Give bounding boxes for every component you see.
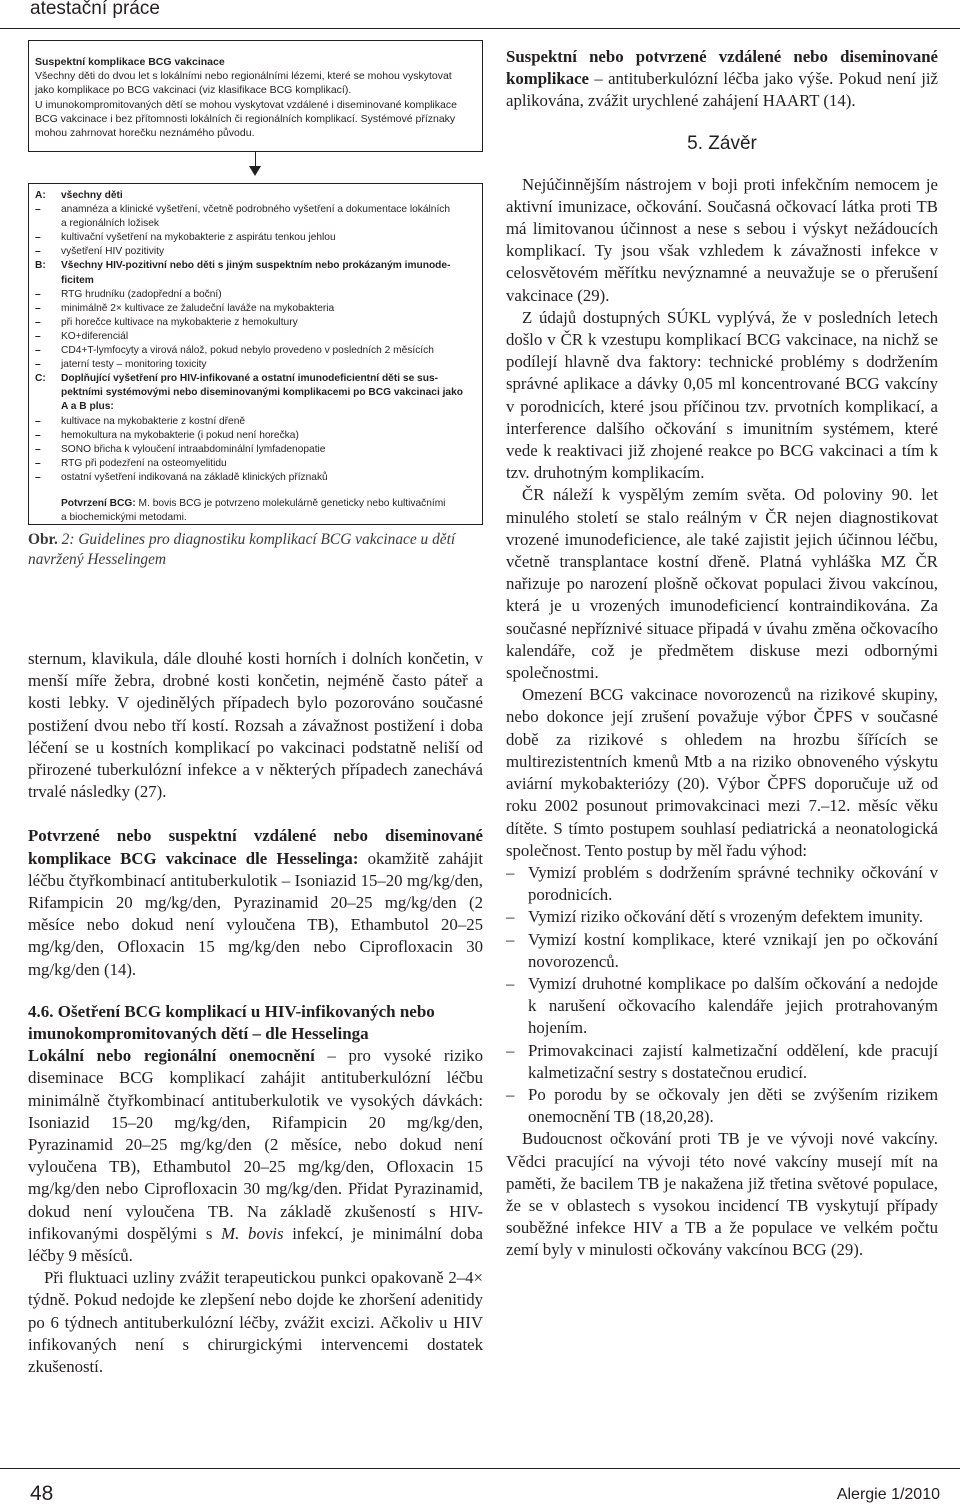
list-item: – SONO břicha k vyloučení intraabdominální lymfadenopatie [35, 443, 476, 457]
group-c-title: Doplňující vyšetření pro HIV-infikované a ostatní imunodeficientní děti se sus- [61, 373, 439, 385]
group-c-label: C: [35, 373, 46, 385]
box1-line: Všechny děti do dvou let s lokálními nebo regionálními lézemi, které se mohou vyskytovat [35, 70, 452, 83]
list-item: – Po porodu by se očkovaly jen děti se zvýšením rizikem onemocnění TB (18,20,28). [506, 1084, 938, 1128]
list-item: – KO+diferenciál [35, 330, 476, 344]
group-c-item: RTG při podezření na osteomyelitidu [61, 457, 227, 469]
left-p2-rest: okamžitě zahájit léčbu čtyřkombinací antituberkulotik – Isoniazid 15–20 mg/kg/den, Rifampicin 20 mg/kg/den, Pyrazinamid 20–25 mg/kg/den (2 měsíce nebo dokud není vyloučena TB), Ethambutol 20–25 mg/kg/den, Ofloxacin 15 mg/kg/den nebo Ciprofloxacin 30 mg/kg/den (14). [28, 848, 483, 979]
list-item: – RTG při podezření na osteomyelitidu [35, 457, 476, 471]
left-paragraph-4: Při fluktuaci uzliny zvážit terapeutickou punkci opakovaně 2–4× týdně. Pokud nedojde ke zlepšení nebo dojde ke zhoršení adenitidy po 6 týdnech antituberkulózní léčby, zvážit excizi. Ačkoliv u HIV infikovaných není s chirurgickými intervencemi dostatek zkušeností. [28, 1268, 483, 1377]
journal-name: Alergie 1/2010 [836, 1486, 940, 1503]
group-a-title: všechny děti [61, 190, 123, 201]
group-c-header-cont [35, 386, 476, 400]
box1-line: jako komplikace po BCG vakcinaci (viz klasifikace BCG komplikací). [35, 84, 352, 97]
footer-rule [0, 1468, 960, 1469]
group-a-label: A: [35, 190, 46, 201]
group-a-item: vyšetření HIV pozitivity [61, 246, 165, 258]
group-b-title: Všechny HIV-pozitivní nebo děti s jiným suspektním nebo prokázaným imunode- [61, 260, 451, 272]
right-paragraph-6: Budoucnost očkování proti TB je ve vývoji nové vakcíny. Vědci pracující na vývoji této nové vakcíny musejí mít na paměti, že bacilem TB je nakažena již třetina světové populace, že se v oblastech s vysokou incidencí TB vyskytují případy souběžné infekce HIV a TB a že populace ve velkém počtu zemí byly v minulosti očkovány vakcínou BCG (29). [506, 1129, 938, 1260]
list-item: – hemokultura na mykobakterie (i pokud není horečka) [35, 429, 476, 443]
group-c-header [35, 372, 476, 386]
list-item: – při horečce kultivace na mykobakterie z hemokultury [35, 316, 476, 330]
diagnostic-guidelines-box [28, 183, 483, 525]
list-item: – Vymizí riziko očkování dětí s vrozeným defektem imunity. [506, 906, 938, 928]
box1-line: mohou zahrnovat horečku neznámého původu. [35, 127, 255, 140]
caption-text: 2: Guidelines pro diagnostiku komplikací BCG vakcinace u dětí navržený Hesselingem [28, 531, 456, 568]
group-a-item-cont: a regionálních ložisek [61, 218, 159, 230]
group-b-item: minimálně 2× kultivace ze žaludeční laváže na mykobakteria [61, 302, 335, 314]
right-paragraph-4: ČR náleží k vyspělým zemím světa. Od poloviny 90. let minulého století se stalo reálným v ČR nejen diagnostikovat vrozené imunodeficience, ale také zajistit jejich účinnou léčbu, včetně transplantace kostní dřeně. Platná vyhláška MZ ČR nařizuje po narození plošně očkovat populaci živou vakcínou, která je u vrozených imunodeficiencí kontraindikována. Za současné nepříznivé situace připadá v úvahu změna očkovacího kalendáře, což je předmětem diskuse mezi odbornými společnostmi. [506, 485, 938, 683]
group-b-item: RTG hrudníku (zadopřední a boční) [61, 288, 222, 300]
group-b-item: CD4+T-lymfocyty a virová nálož, pokud nebylo provedeno v posledních 2 měsících [61, 345, 434, 357]
right-paragraph-3: Z údajů dostupných SÚKL vyplývá, že v posledních letech došlo v ČR k vzestupu komplikací BCG vakcinace, na nichž se podílejí hlavně dva faktory: technické problémy s dodržením správné aplikace a dávky 0,05 ml koncentrované BCG vakcíny v porodnicích, které jsou příčinou tzv. prvotních komplikací, a interference dalšího očkování s imunitním systémem, které vede k reaktivaci již zhojené reakce po BCG vakcinaci a tím k tzv. druhotným komplikacím. [506, 307, 938, 483]
arrow-line [255, 152, 256, 166]
page-footer [0, 1468, 960, 1509]
list-item: – vyšetření HIV pozitivity [35, 245, 476, 259]
page-number: 48 [30, 1482, 54, 1505]
left-paragraph-1: sternum, klavikula, dále dlouhé kosti horních i dolních končetin, v menší míře žebra, drobné kosti končetin, nejméně často páteř a kosti lebky. V ojedinělých případech bylo pozorováno současné postižení dvou nebo tří kostí. Rozsah a závažnost postižení i doba léčení se u kostních komplikací po vakcinaci podstatně neliší od přirozené tuberkulózní infekce a v některých případech zanechává trvalé následky (27). [28, 649, 483, 802]
box1-title: Suspektní komplikace BCG vakcinace [35, 56, 225, 68]
box1-line: BCG vakcinace i bez přítomnosti lokálních či regionálních komplikací. Systémové příznaky [35, 112, 456, 125]
list-item: – CD4+T-lymfocyty a virová nálož, pokud nebylo provedeno v posledních 2 měsících [35, 344, 476, 358]
confirmation-label: Potvrzení BCG: [61, 497, 136, 509]
list-item: – minimálně 2× kultivace ze žaludeční laváže na mykobakteria [35, 302, 476, 316]
caption-label: Obr. [28, 531, 58, 548]
group-c-item: ostatní vyšetření indikovaná na základě klinických příznaků [61, 471, 328, 483]
confirmation-row [35, 497, 476, 511]
header-title: atestační práce [30, 0, 160, 19]
group-a-item: anamnéza a klinické vyšetření, včetně podrobného vyšetření a dokumentace lokálních [61, 204, 451, 216]
advantages-list [506, 862, 938, 1128]
list-item: – ostatní vyšetření indikovaná na základě klinických příznaků [35, 471, 476, 485]
group-c-title-2: pektními systémovými nebo diseminovanými komplikacemi po BCG vakcinaci jako [61, 387, 463, 399]
list-item: – Vymizí druhotné komplikace po dalším očkování a nedojde k narušení očkovacího kalendáře jejich protrahovaným hojením. [506, 973, 938, 1040]
right-p1-rest: – antituberkulózní léčba jako výše. Pokud není již aplikována, zvážit urychlené zahájení HAART (14). [506, 69, 938, 111]
figure-caption [28, 530, 483, 570]
group-c-item: hemokultura na mykobakterie (i pokud není horečka) [61, 429, 299, 441]
confirmation-text: M. bovis BCG je potvrzeno molekulárně geneticky nebo kultivačními [135, 497, 446, 509]
header-rule [0, 28, 960, 29]
left-p3-bold: Lokální nebo regionální onemocnění [28, 1046, 315, 1066]
left-column [28, 648, 483, 1378]
list-item: – jaterní testy – monitoring toxicity [35, 358, 476, 372]
list-item: – kultivace na mykobakterie z kostní dřeně [35, 415, 476, 429]
group-a-header [35, 189, 476, 203]
arrow-head [249, 166, 261, 176]
group-b-title-cont: ficitem [61, 274, 94, 286]
list-item: – anamnéza a klinické vyšetření, včetně podrobného vyšetření a dokumentace lokálních [35, 203, 476, 217]
left-p3-italic: M. bovis [221, 1223, 284, 1243]
list-item: – RTG hrudníku (zadopřední a boční) [35, 288, 476, 302]
group-c-item: SONO břicha k vyloučení intraabdominální lymfadenopatie [61, 443, 326, 455]
list-item: – Vymizí problém s dodržením správné techniky očkování v porodnicích. [506, 862, 938, 906]
group-b-label: B: [35, 260, 46, 272]
confirmation-text-2: a biochemickými metodami. [61, 512, 187, 524]
group-a-item: kultivační vyšetření na mykobakterie z aspirátu tenkou jehlou [61, 232, 336, 244]
group-b-item: při horečce kultivace na mykobakterie z hemokultury [61, 316, 298, 328]
list-item: – Primovakcinaci zajistí kalmetizační oddělení, kde pracují kalmetizační sestry s dostatečnou erudicí. [506, 1040, 938, 1084]
group-b-header-cont [35, 274, 476, 288]
right-paragraph-5: Omezení BCG vakcinace novorozenců na rizikové skupiny, nebo dokonce její zrušení považuje výbor ČPFS v současné době za rizikové s ohledem na hrozbu šířících se multirezistentních kmenů Mtb a na riziko obnoveného výskytu aviární mykobakteriózy (20). Výbor ČPFS doporučuje už od roku 2002 posunout primovakcinaci mezi 7.–12. měsíc věku dítěte. S tímto postupem souhlasí pediatrická a neonatologická společnost. Tento postup by měl řadu výhod: [506, 685, 938, 860]
suspect-complications-box [28, 40, 483, 152]
left-p3-rest-1: – pro vysoké riziko diseminace BCG komplikací zahájit antituberkulózní léčbu minimálně čtyřkombinací antituberkulotik ve vysokých dávkách: Isoniazid 15–20 mg/kg/den, Rifampicin 20 mg/kg/den, Pyrazinamid 20–25 mg/kg/den (2 měsíce, nebo dokud není vyloučena TB), Ethambutol 20–25 mg/kg/den, Ofloxacin 15 mg/kg/den nebo Ciprofloxacin 30 mg/kg/den. Přidat Pyrazinamid, dokud není vyloučena TB. Na základě zkušeností s HIV-infikovanými dospělými s [28, 1046, 483, 1243]
group-c-header-cont [35, 400, 476, 414]
page-header [0, 0, 960, 28]
list-item: – kultivační vyšetření na mykobakterie z aspirátu tenkou jehlou [35, 231, 476, 245]
section-title-conclusion: 5. Závěr [687, 132, 757, 154]
section-heading-4-6: 4.6. Ošetření BCG komplikací u HIV-infikovaných nebo imunokompromitovaných dětí – dle Hesselinga [28, 1001, 435, 1044]
right-column [506, 46, 938, 1262]
confirmation-row-cont [35, 511, 476, 525]
group-b-item: KO+diferenciál [61, 330, 129, 342]
box1-line: U imunokompromitovaných dětí se mohou vyskytovat vzdálené i diseminované komplikace [35, 98, 457, 111]
group-b-item: jaterní testy – monitoring toxicity [61, 359, 207, 371]
left-p3-rest-2: infekcí, je minimální doba léčby 9 měsíců. [28, 1223, 483, 1266]
left-paragraph-3 [28, 1045, 483, 1267]
left-paragraph-2 [28, 825, 483, 980]
right-p1-bold: Suspektní nebo potvrzené vzdálené nebo diseminované komplikace [506, 47, 938, 89]
group-c-item: kultivace na mykobakterie z kostní dřeně [61, 415, 246, 427]
list-item [35, 217, 476, 231]
right-paragraph-1 [506, 46, 938, 113]
left-p2-bold: Potvrzené nebo suspektní vzdálené nebo diseminované komplikace BCG vakcinace dle Hesselinga: [28, 826, 483, 868]
list-item: – Vymizí kostní komplikace, které vznikají jen po očkování novorozenců. [506, 929, 938, 973]
group-c-title-3: A a B plus: [61, 401, 114, 413]
right-paragraph-2: Nejúčinnějším nástrojem v boji proti infekčním nemocem je aktivní imunizace, očkování. Současná očkovací látka proti TB má limitovanou účinnost a nese s sebou i výskyt nežádoucích komplikací. Ty jsou však vzhledem k závažnosti infekce v celosvětovém měřítku nevýznamné a neuvažuje se o přerušení vakcinace (29). [506, 174, 938, 305]
group-b-header [35, 259, 476, 273]
